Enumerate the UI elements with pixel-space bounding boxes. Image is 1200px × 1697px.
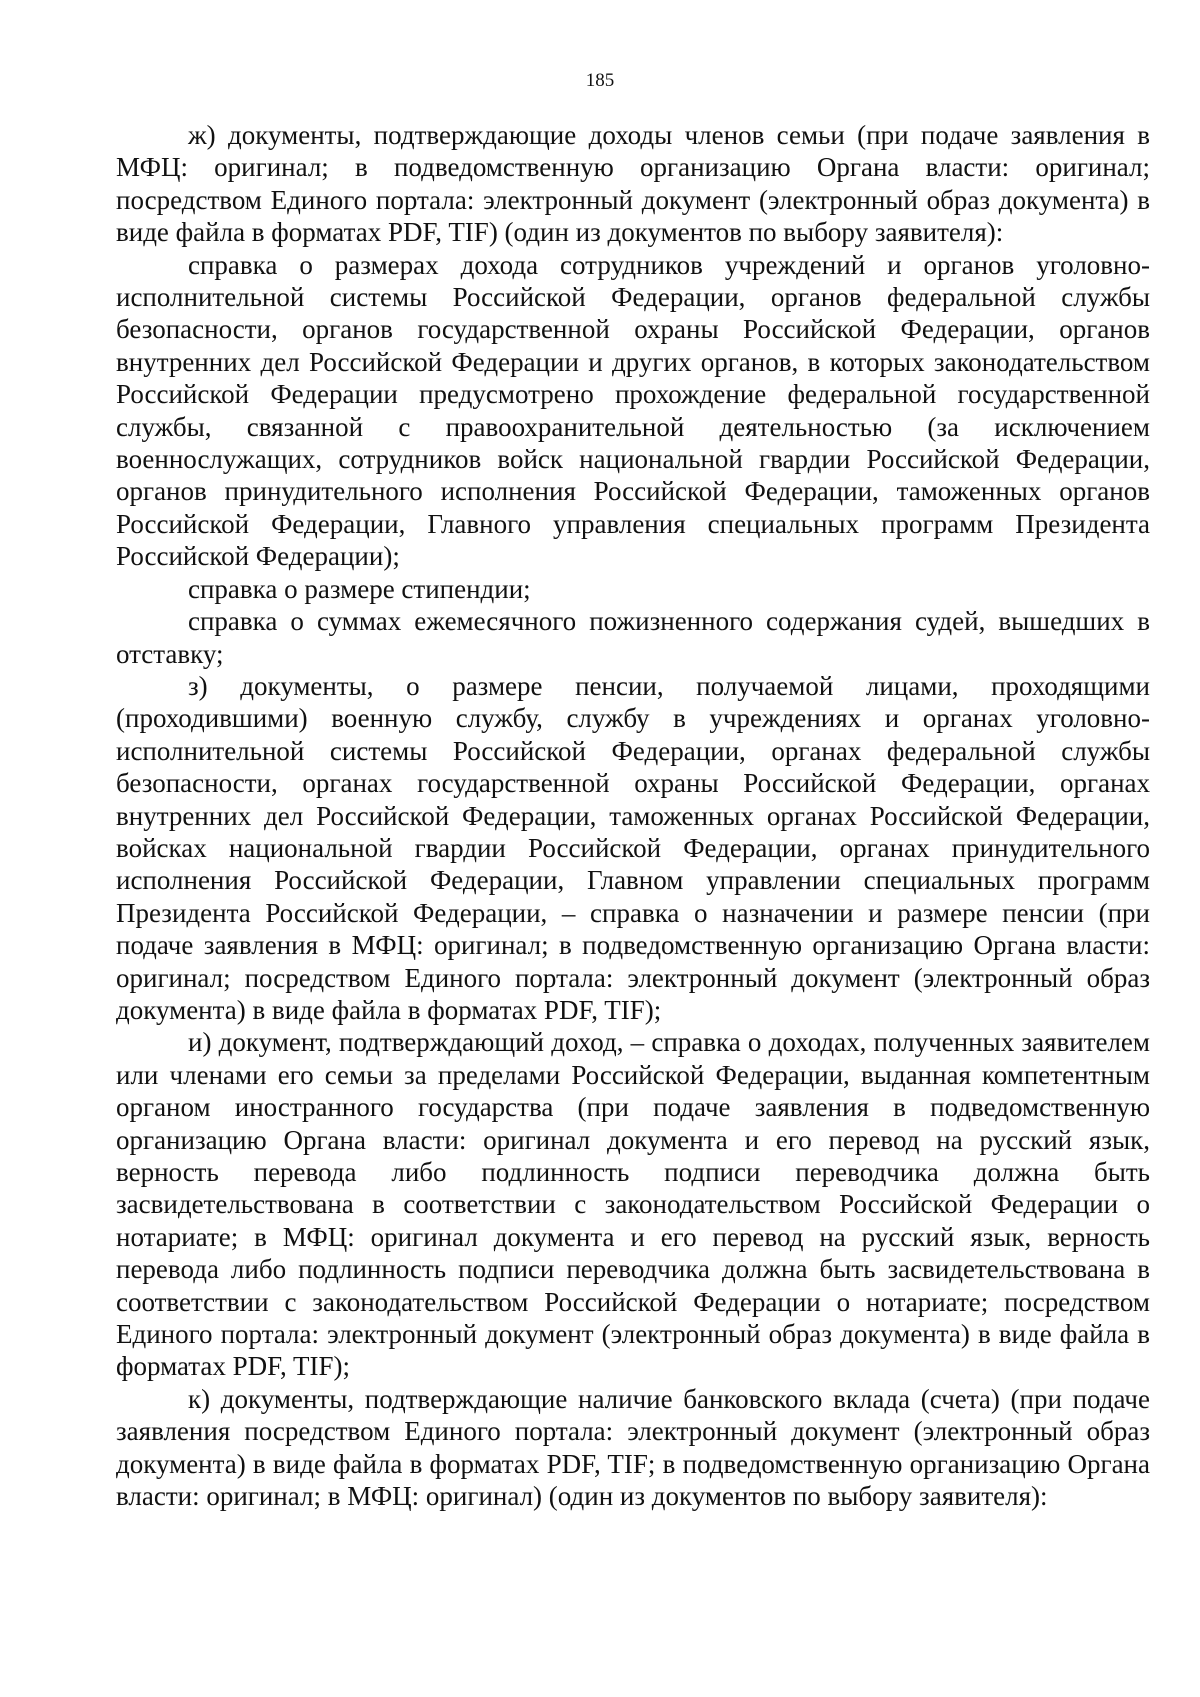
paragraph-judges-allowance: справка о суммах ежемесячного пожизненного содержания судей, вышедших в отставку; xyxy=(116,606,1150,669)
paragraph-item-zh: ж) документы, подтверждающие доходы членов семьи (при подаче заявления в МФЦ: оригинал; в подведомственную организацию Органа власти: оригинал; посредством Единого портала: электронный документ (электронный образ документа) в виде файла в форматах PDF, TIF) (один из документов по выбору заявителя): xyxy=(116,120,1150,248)
paragraph-item-i: и) документ, подтверждающий доход, – справка о доходах, полученных заявителем или членами его семьи за пределами Российской Федерации, выданная компетентным органом иностранного государства (при подаче заявления в подведомственную организацию Органа власти: оригинал документа и его перевод на русский язык, верность перевода либо подлинность подписи переводчика должна быть засвидетельствована в соответствии с законодательством Российской Федерации о нотариате; в МФЦ: оригинал документа и его перевод на русский язык, верность перевода либо подлинность подписи переводчика должна быть засвидетельствована в соответствии с законодательством Российской Федерации о нотариате; посредством Единого портала: электронный документ (электронный образ документа) в виде файла в форматах PDF, TIF); xyxy=(116,1027,1150,1382)
paragraph-stipend-certificate: справка о размере стипендии; xyxy=(188,573,531,604)
paragraph-income-certificate: справка о размерах дохода сотрудников учреждений и органов уголовно-исполнительной системы Российской Федерации, органов федеральной службы безопасности, органов государственной охраны Российской Федерации, органов внутренних дел Российской Федерации и других органов, в которых законодательством Российской Федерации предусмотрено прохождение федеральной государственной службы, связанной с правоохранительной деятельностью (за исключением военнослужащих, сотрудников войск национальной гвардии Российской Федерации, органов принудительного исполнения Российской Федерации, таможенных органов Российской Федерации, Главного управления специальных программ Президента Российской Федерации); xyxy=(116,249,1150,572)
paragraph-item-z: з) документы, о размере пенсии, получаемой лицами, проходящими (проходившими) военную службу, службу в учреждениях и органах уголовно-исполнительной системы Российской Федерации, органах федеральной службы безопасности, органах государственной охраны Российской Федерации, органах внутренних дел Российской Федерации, таможенных органах Российской Федерации, войсках национальной гвардии Российской Федерации, органах принудительного исполнения Российской Федерации, Главном управлении специальных программ Президента Российской Федерации, – справка о назначении и размере пенсии (при подаче заявления в МФЦ: оригинал; в подведомственную организацию Органа власти: оригинал; посредством Единого портала: электронный документ (электронный образ документа) в виде файла в форматах PDF, TIF); xyxy=(116,670,1150,1025)
paragraph-item-k: к) документы, подтверждающие наличие банковского вклада (счета) (при подаче заявления посредством Единого портала: электронный документ (электронный образ документа) в виде файла в форматах PDF, TIF; в подведомственную организацию Органа власти: оригинал; в МФЦ: оригинал) (один из документов по выбору заявителя): xyxy=(116,1383,1150,1512)
page-number: 185 xyxy=(585,70,615,91)
document-body xyxy=(116,119,1150,1512)
